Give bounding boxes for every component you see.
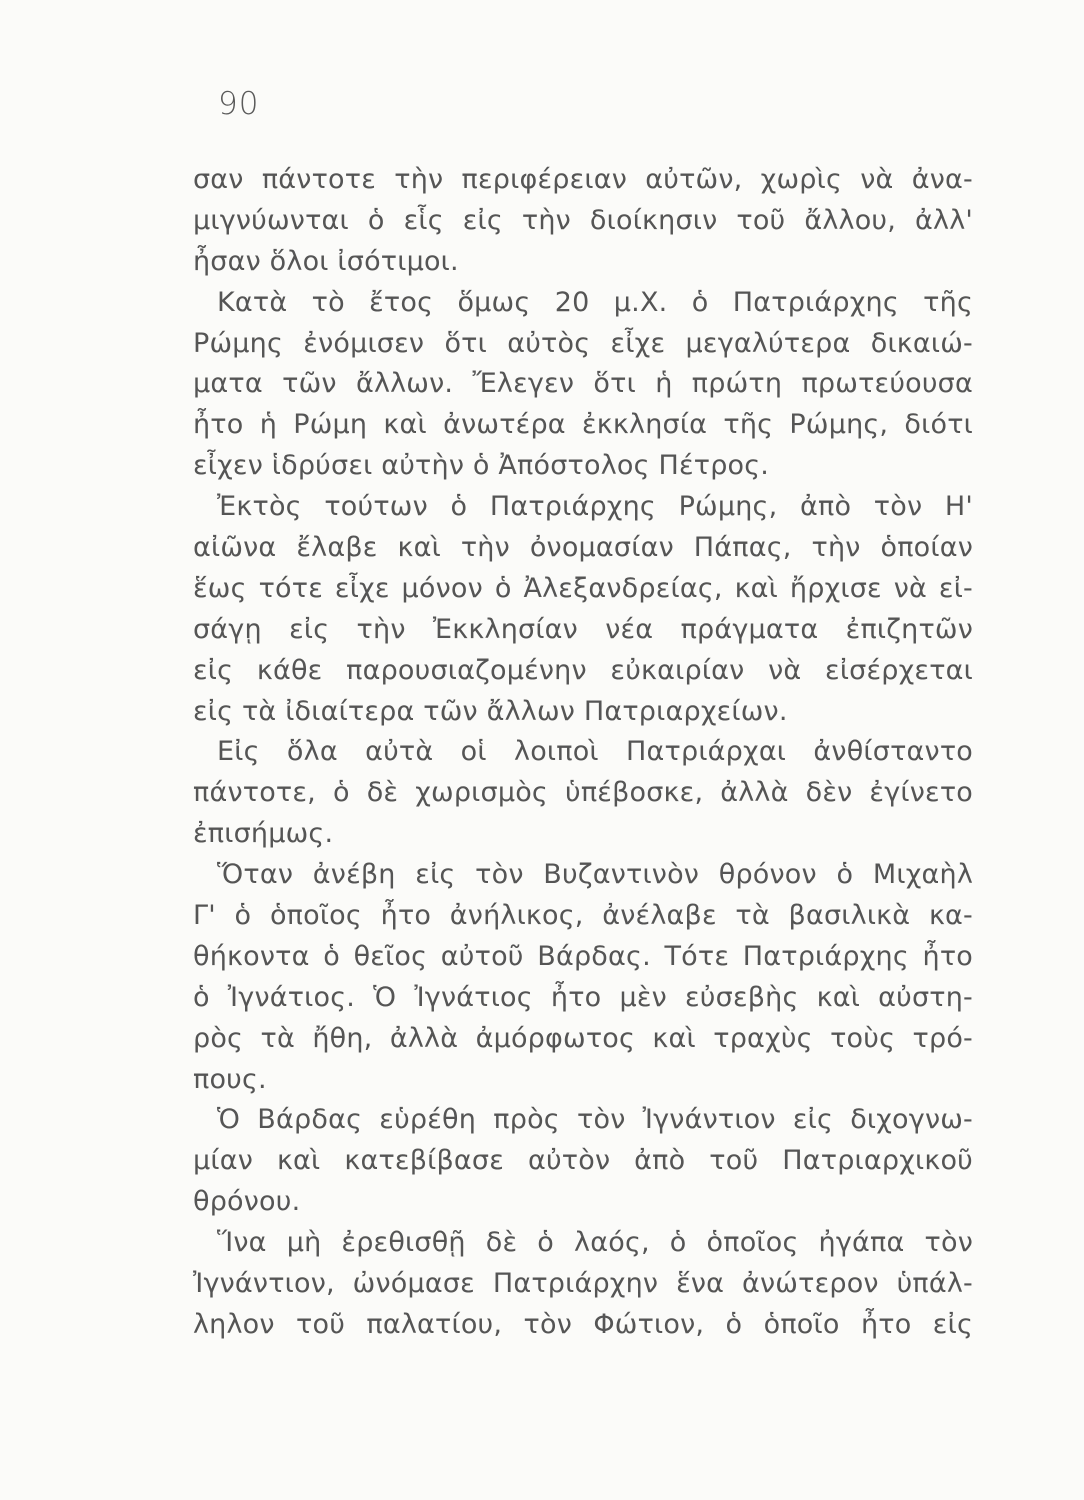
text-line: ἕως τότε εἶχε μόνον ὁ Ἀλεξανδρείας, καὶ ἤρχισε νὰ εἰ- <box>193 572 973 604</box>
text-line: Ρώμης ἐνόμισεν ὅτι αὐτὸς εἶχε μεγαλύτερα δικαιώ- <box>193 327 973 359</box>
text-line: σάγῃ εἰς τὴν Ἐκκλησίαν νέα πράγματα ἐπιζητῶν <box>193 613 973 645</box>
text-line: ληλον τοῦ παλατίου, τὸν Φώτιον, ὁ ὁποῖο ἦτο εἰς <box>193 1308 973 1340</box>
text-line: μίαν καὶ κατεβίβασε αὐτὸν ἀπὸ τοῦ Πατριαρχικοῦ <box>193 1145 973 1177</box>
text-line: θρόνου. <box>193 1186 301 1218</box>
text-line: εἶχεν ἱδρύσει αὐτὴν ὁ Ἀπόστολος Πέτρος. <box>193 450 770 482</box>
paragraph-start-line: Ὁ Βάρδας εὑρέθη πρὸς τὸν Ἰγνάντιον εἰς διχογνω- <box>217 1104 973 1136</box>
text-line: Γ' ὁ ὁποῖος ἦτο ἀνήλικος, ἀνέλαβε τὰ βασιλικὰ κα- <box>193 900 973 932</box>
text-line: εἰς κάθε παρουσιαζομένην εὐκαιρίαν νὰ εἰσέρχεται <box>193 654 973 686</box>
text-line: ὁ Ἰγνάτιος. Ὁ Ἰγνάτιος ἦτο μὲν εὐσεβὴς καὶ αὐστη- <box>193 981 973 1013</box>
text-line: ἐπισήμως. <box>193 818 334 850</box>
text-line: θήκοντα ὁ θεῖος αὐτοῦ Βάρδας. Τότε Πατριάρχης ἦτο <box>193 940 973 972</box>
paragraph-start-line: Κατὰ τὸ ἔτος ὅμως 20 μ.Χ. ὁ Πατριάρχης τῆς <box>217 286 973 318</box>
text-line: Ἰγνάντιον, ὠνόμασε Πατριάρχην ἕνα ἀνώτερον ὑπάλ- <box>193 1268 973 1300</box>
paragraph-start-line: Ἵνα μὴ ἐρεθισθῇ δὲ ὁ λαός, ὁ ὁποῖος ἠγάπα τὸν <box>217 1227 973 1259</box>
text-line: ἦσαν ὅλοι ἰσότιμοι. <box>193 245 459 277</box>
body-text <box>193 160 973 1346</box>
page-number: 90 <box>218 86 260 122</box>
text-line: σαν πάντοτε τὴν περιφέρειαν αὐτῶν, χωρὶς νὰ ἀνα- <box>193 164 973 195</box>
text-line: πους. <box>193 1063 267 1095</box>
text-line: εἰς τὰ ἰδιαίτερα τῶν ἄλλων Πατριαρχείων. <box>193 695 788 727</box>
text-line: πάντοτε, ὁ δὲ χωρισμὸς ὑπέβοσκε, ἀλλὰ δὲν ἐγίνετο <box>193 777 973 809</box>
text-line: μιγνύωνται ὁ εἷς εἰς τὴν διοίκησιν τοῦ ἄλλου, ἀλλ' <box>193 204 973 236</box>
text-line: αἰῶνα ἔλαβε καὶ τὴν ὀνομασίαν Πάπας, τὴν ὁποίαν <box>193 532 973 564</box>
text-line: ρὸς τὰ ἤθη, ἀλλὰ ἀμόρφωτος καὶ τραχὺς τοὺς τρό- <box>193 1022 973 1054</box>
text-line: ματα τῶν ἄλλων. Ἔλεγεν ὅτι ἡ πρώτη πρωτεύουσα <box>193 368 973 400</box>
paragraph-start-line: Ἐκτὸς τούτων ὁ Πατριάρχης Ρώμης, ἀπὸ τὸν Η' <box>217 491 973 523</box>
paragraph-start-line: Ὅταν ἀνέβη εἰς τὸν Βυζαντινὸν θρόνον ὁ Μιχαὴλ <box>217 859 973 891</box>
text-line: ἦτο ἡ Ρώμη καὶ ἀνωτέρα ἐκκλησία τῆς Ρώμης, διότι <box>193 409 973 441</box>
paragraph-start-line: Εἰς ὅλα αὐτὰ οἱ λοιποὶ Πατριάρχαι ἀνθίσταντο <box>217 736 973 768</box>
